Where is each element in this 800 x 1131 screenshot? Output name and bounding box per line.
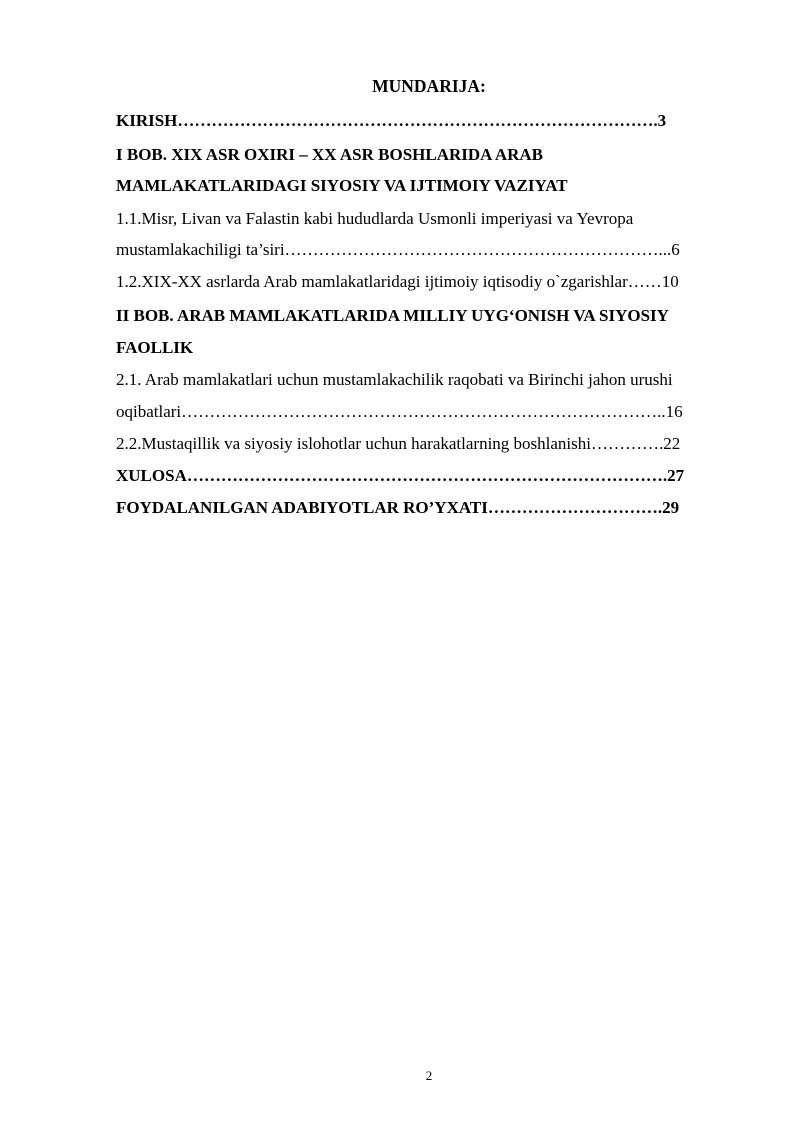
toc-chapter-1-title-line-1: I BOB. XIX ASR OXIRI – XX ASR BOSHLARIDA ARAB <box>116 145 543 164</box>
toc-section-1-2: 1.2.XIX-XX asrlarda Arab mamlakatlaridagi ijtimoiy iqtisodiy o`zgarishlar……10 <box>116 272 679 291</box>
page-number: 2 <box>425 1068 433 1083</box>
toc-chapter-1-title-line-2: MAMLAKATLARIDAGI SIYOSIY VA IJTIMOIY VAZIYAT <box>116 176 568 195</box>
toc-entry-xulosa: XULOSA………………………………………………………………………….27 <box>116 466 685 485</box>
toc-section-2-1-line-1: 2.1. Arab mamlakatlari uchun mustamlakachilik raqobati va Birinchi jahon urushi <box>116 370 673 389</box>
toc-section-2-1-line-2: oqibatlari…………………………………………………………………………..16 <box>116 402 683 421</box>
toc-chapter-2-title-line-1: II BOB. ARAB MAMLAKATLARIDA MILLIY UYG‘ONISH VA SIYOSIY <box>116 306 669 325</box>
toc-chapter-2-title-line-2: FAOLLIK <box>116 338 194 357</box>
toc-entry-bibliography: FOYDALANILGAN ADABIYOTLAR RO’YXATI………………………….29 <box>116 498 680 517</box>
toc-section-1-1-line-2: mustamlakachiligi ta’siri…………………………………………………………...6 <box>116 240 680 259</box>
toc-title: MUNDARIJA: <box>372 76 486 96</box>
toc-entry-kirish: KIRISH………………………………………………………………………….3 <box>116 111 667 130</box>
toc-section-1-1-line-1: 1.1.Misr, Livan va Falastin kabi hududlarda Usmonli imperiyasi va Yevropa <box>116 209 634 228</box>
toc-section-2-2: 2.2.Mustaqillik va siyosiy islohotlar uchun harakatlarning boshlanishi………….22 <box>116 434 681 453</box>
